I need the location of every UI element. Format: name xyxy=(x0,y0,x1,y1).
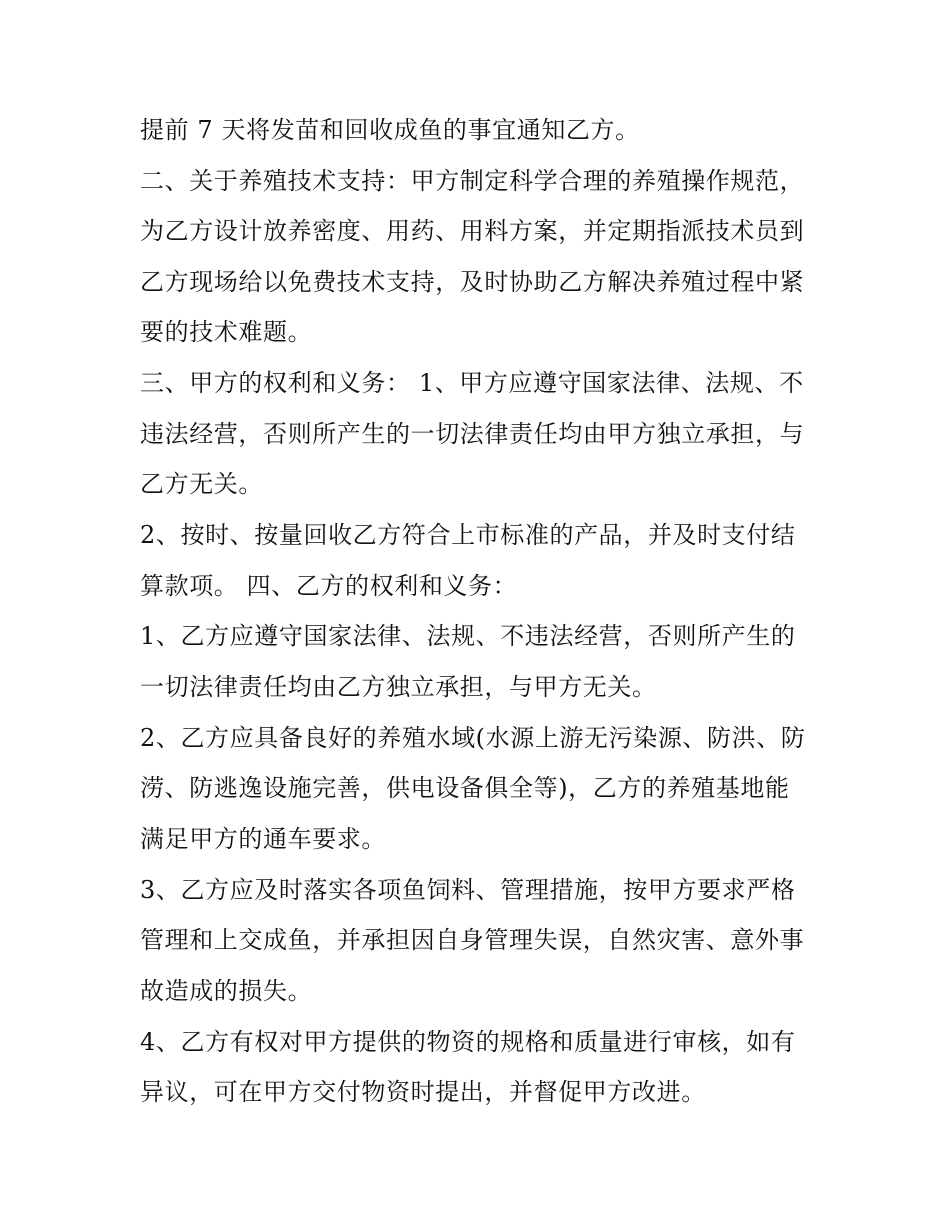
text-line: 违法经营，否则所产生的一切法律责任均由甲方独立承担，与 xyxy=(140,420,805,448)
text-line: 涝、防逃逸设施完善，供电设备俱全等)，乙方的养殖基地能 xyxy=(140,774,790,802)
text-line: 乙方现场给以免费技术支持，及时协助乙方解决养殖过程中紧 xyxy=(140,268,805,296)
text-line: 管理和上交成鱼，并承担因自身管理失误，自然灾害、意外事 xyxy=(140,926,805,954)
text-line: 要的技术难题。 xyxy=(140,318,313,346)
text-line: 算款项。 四、乙方的权利和义务： xyxy=(140,572,518,600)
text-line: 1、乙方应遵守国家法律、法规、不违法经营，否则所产生的 xyxy=(140,622,796,650)
text-line: 异议，可在甲方交付物资时提出，并督促甲方改进。 xyxy=(140,1078,706,1106)
text-line: 2、按时、按量回收乙方符合上市标准的产品，并及时支付结 xyxy=(140,521,796,549)
text-line: 二、关于养殖技术支持：甲方制定科学合理的养殖操作规范， xyxy=(140,167,805,195)
text-line: 一切法律责任均由乙方独立承担，与甲方无关。 xyxy=(140,673,657,701)
text-line: 乙方无关。 xyxy=(140,470,263,498)
text-line: 满足甲方的通车要求。 xyxy=(140,825,386,853)
text-line: 4、乙方有权对甲方提供的物资的规格和质量进行审核，如有 xyxy=(140,1028,796,1056)
text-line: 2、乙方应具备良好的养殖水域(水源上游无污染源、防洪、防 xyxy=(140,724,806,752)
text-line: 三、甲方的权利和义务： 1、甲方应遵守国家法律、法规、不 xyxy=(140,369,804,397)
text-line: 为乙方设计放养密度、用药、用料方案，并定期指派技术员到 xyxy=(140,217,805,245)
text-line: 故造成的损失。 xyxy=(140,977,313,1005)
text-line: 3、乙方应及时落实各项鱼饲料、管理措施，按甲方要求严格 xyxy=(140,876,796,904)
text-line: 提前 7 天将发苗和回收成鱼的事宜通知乙方。 xyxy=(140,116,640,144)
